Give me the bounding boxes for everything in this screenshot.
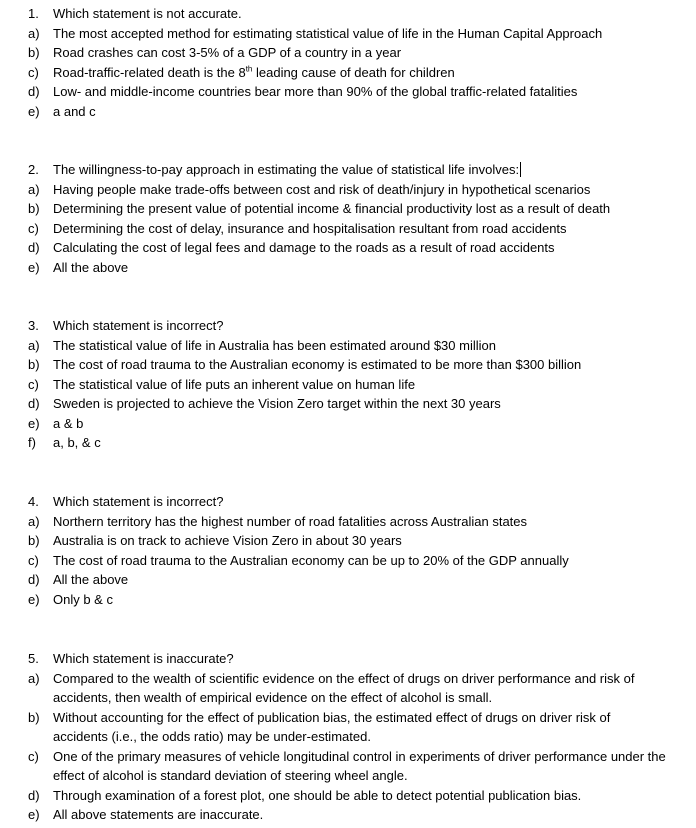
question-3 — [28, 316, 668, 453]
question-stem — [28, 4, 668, 24]
option-text: Sweden is projected to achieve the Vision Zero target within the next 30 years — [53, 396, 501, 411]
option-label: b) — [28, 533, 40, 548]
option-label: c) — [28, 64, 39, 80]
question-1 — [28, 4, 668, 121]
option-text-pre: Road-traffic-related death is the 8 — [53, 64, 246, 80]
option[interactable] — [28, 238, 668, 258]
option[interactable] — [28, 669, 668, 708]
option-label: c) — [28, 748, 39, 764]
question-stem — [28, 316, 668, 336]
option[interactable] — [28, 336, 668, 356]
option-text: Without accounting for the effect of publication bias, the estimated effect of drugs on driver risk of accidents (i.e., the odds ratio) may be under-estimated. — [53, 709, 611, 744]
option-text: All above statements are inaccurate. — [53, 807, 264, 822]
option-label: d) — [28, 787, 40, 803]
question-text-content: The willingness-to-pay approach in estimating the value of statistical life involves: — [53, 162, 520, 177]
option-label: a) — [28, 337, 40, 353]
question-number: 1. — [28, 6, 39, 21]
option-label: d) — [28, 572, 40, 587]
option[interactable] — [28, 747, 668, 786]
option-label: e) — [28, 591, 40, 607]
option-text-sup: th — [245, 64, 253, 74]
question-text: Which statement is inaccurate? — [53, 651, 234, 666]
text-cursor — [520, 162, 521, 177]
option-text: Compared to the wealth of scientific evidence on the effect of drugs on driver performance and risk of accidents, then wealth of empirical evidence on the effect of alcohol is small. — [53, 670, 635, 705]
option-text: All the above — [53, 259, 129, 275]
option[interactable] — [28, 551, 668, 571]
option-label: e) — [28, 415, 40, 431]
option-text: The most accepted method for estimating statistical value of life in the Human Capital Approach — [53, 25, 603, 41]
option-label: b) — [28, 357, 40, 372]
option-label: e) — [28, 807, 40, 822]
question-text: Which statement is not accurate. — [53, 6, 242, 21]
option-text: a & b — [53, 415, 84, 431]
question-5 — [28, 649, 668, 825]
option-label: b) — [28, 201, 40, 216]
option-text: All the above — [53, 572, 129, 587]
option-label: c) — [28, 552, 39, 568]
option-text-post: leading cause of death for children — [252, 64, 455, 80]
question-stem — [28, 160, 668, 180]
question-stem — [28, 649, 668, 669]
option[interactable] — [28, 24, 668, 44]
option-text: a and c — [53, 103, 96, 119]
question-number: 4. — [28, 494, 39, 509]
option[interactable] — [28, 394, 668, 414]
option[interactable] — [28, 414, 668, 434]
option-text: Australia is on track to achieve Vision Zero in about 30 years — [53, 533, 402, 548]
option-text: Determining the cost of delay, insurance and hospitalisation resultant from road accidents — [53, 220, 567, 236]
option[interactable] — [28, 708, 668, 747]
option[interactable] — [28, 355, 668, 375]
option[interactable] — [28, 531, 668, 551]
option-text: Having people make trade-offs between cost and risk of death/injury in hypothetical scenarios — [53, 181, 591, 197]
question-2 — [28, 160, 668, 277]
option-label: a) — [28, 670, 40, 686]
option-text: The statistical value of life puts an inherent value on human life — [53, 376, 416, 392]
question-text: Which statement is incorrect? — [53, 494, 224, 509]
option-label: a) — [28, 181, 40, 197]
option-text: One of the primary measures of vehicle longitudinal control in experiments of driver performance under the effect of alcohol is standard deviation of steering wheel angle. — [53, 748, 666, 783]
option-text: Through examination of a forest plot, one should be able to detect potential publication bias. — [53, 787, 582, 803]
option-label: d) — [28, 240, 40, 255]
option[interactable] — [28, 590, 668, 610]
option[interactable] — [28, 570, 668, 590]
option-text: The cost of road trauma to the Australian economy can be up to 20% of the GDP annually — [53, 552, 569, 568]
option[interactable] — [28, 180, 668, 200]
option[interactable] — [28, 433, 668, 453]
option[interactable] — [28, 63, 668, 83]
option[interactable] — [28, 375, 668, 395]
option[interactable] — [28, 512, 668, 532]
option[interactable] — [28, 786, 668, 806]
question-number: 3. — [28, 318, 39, 333]
option-text: Calculating the cost of legal fees and damage to the roads as a result of road accidents — [53, 240, 555, 255]
option-text: The statistical value of life in Australia has been estimated around $30 million — [53, 337, 496, 353]
question-4 — [28, 492, 668, 609]
option-label: e) — [28, 259, 40, 275]
option-text: a, b, & c — [53, 435, 101, 450]
option[interactable] — [28, 219, 668, 239]
option[interactable] — [28, 82, 668, 102]
option-label: a) — [28, 513, 40, 529]
option-label: d) — [28, 396, 40, 411]
option-label: a) — [28, 25, 40, 41]
question-number: 2. — [28, 162, 39, 177]
option-text: Northern territory has the highest number of road fatalities across Australian states — [53, 513, 528, 529]
option-label: d) — [28, 84, 40, 99]
option[interactable] — [28, 199, 668, 219]
option-label: c) — [28, 220, 39, 236]
option[interactable] — [28, 258, 668, 278]
option-label: f) — [28, 435, 36, 450]
option-label: b) — [28, 709, 40, 725]
option[interactable] — [28, 43, 668, 63]
question-number: 5. — [28, 651, 39, 666]
option-text: Determining the present value of potential income & financial productivity lost as a result of death — [53, 201, 611, 216]
option-text: Road crashes can cost 3-5% of a GDP of a country in a year — [53, 45, 402, 60]
option[interactable] — [28, 805, 668, 825]
option-text: Only b & c — [53, 591, 113, 607]
option[interactable] — [28, 102, 668, 122]
option-text: The cost of road trauma to the Australian economy is estimated to be more than $300 billion — [53, 357, 582, 372]
option-text: Low- and middle-income countries bear more than 90% of the global traffic-related fatalities — [53, 84, 578, 99]
question-stem — [28, 492, 668, 512]
question-text — [53, 160, 668, 180]
option-label: b) — [28, 45, 40, 60]
question-text: Which statement is incorrect? — [53, 318, 224, 333]
option-label: e) — [28, 103, 40, 119]
option-text — [53, 63, 668, 83]
option-label: c) — [28, 376, 39, 392]
